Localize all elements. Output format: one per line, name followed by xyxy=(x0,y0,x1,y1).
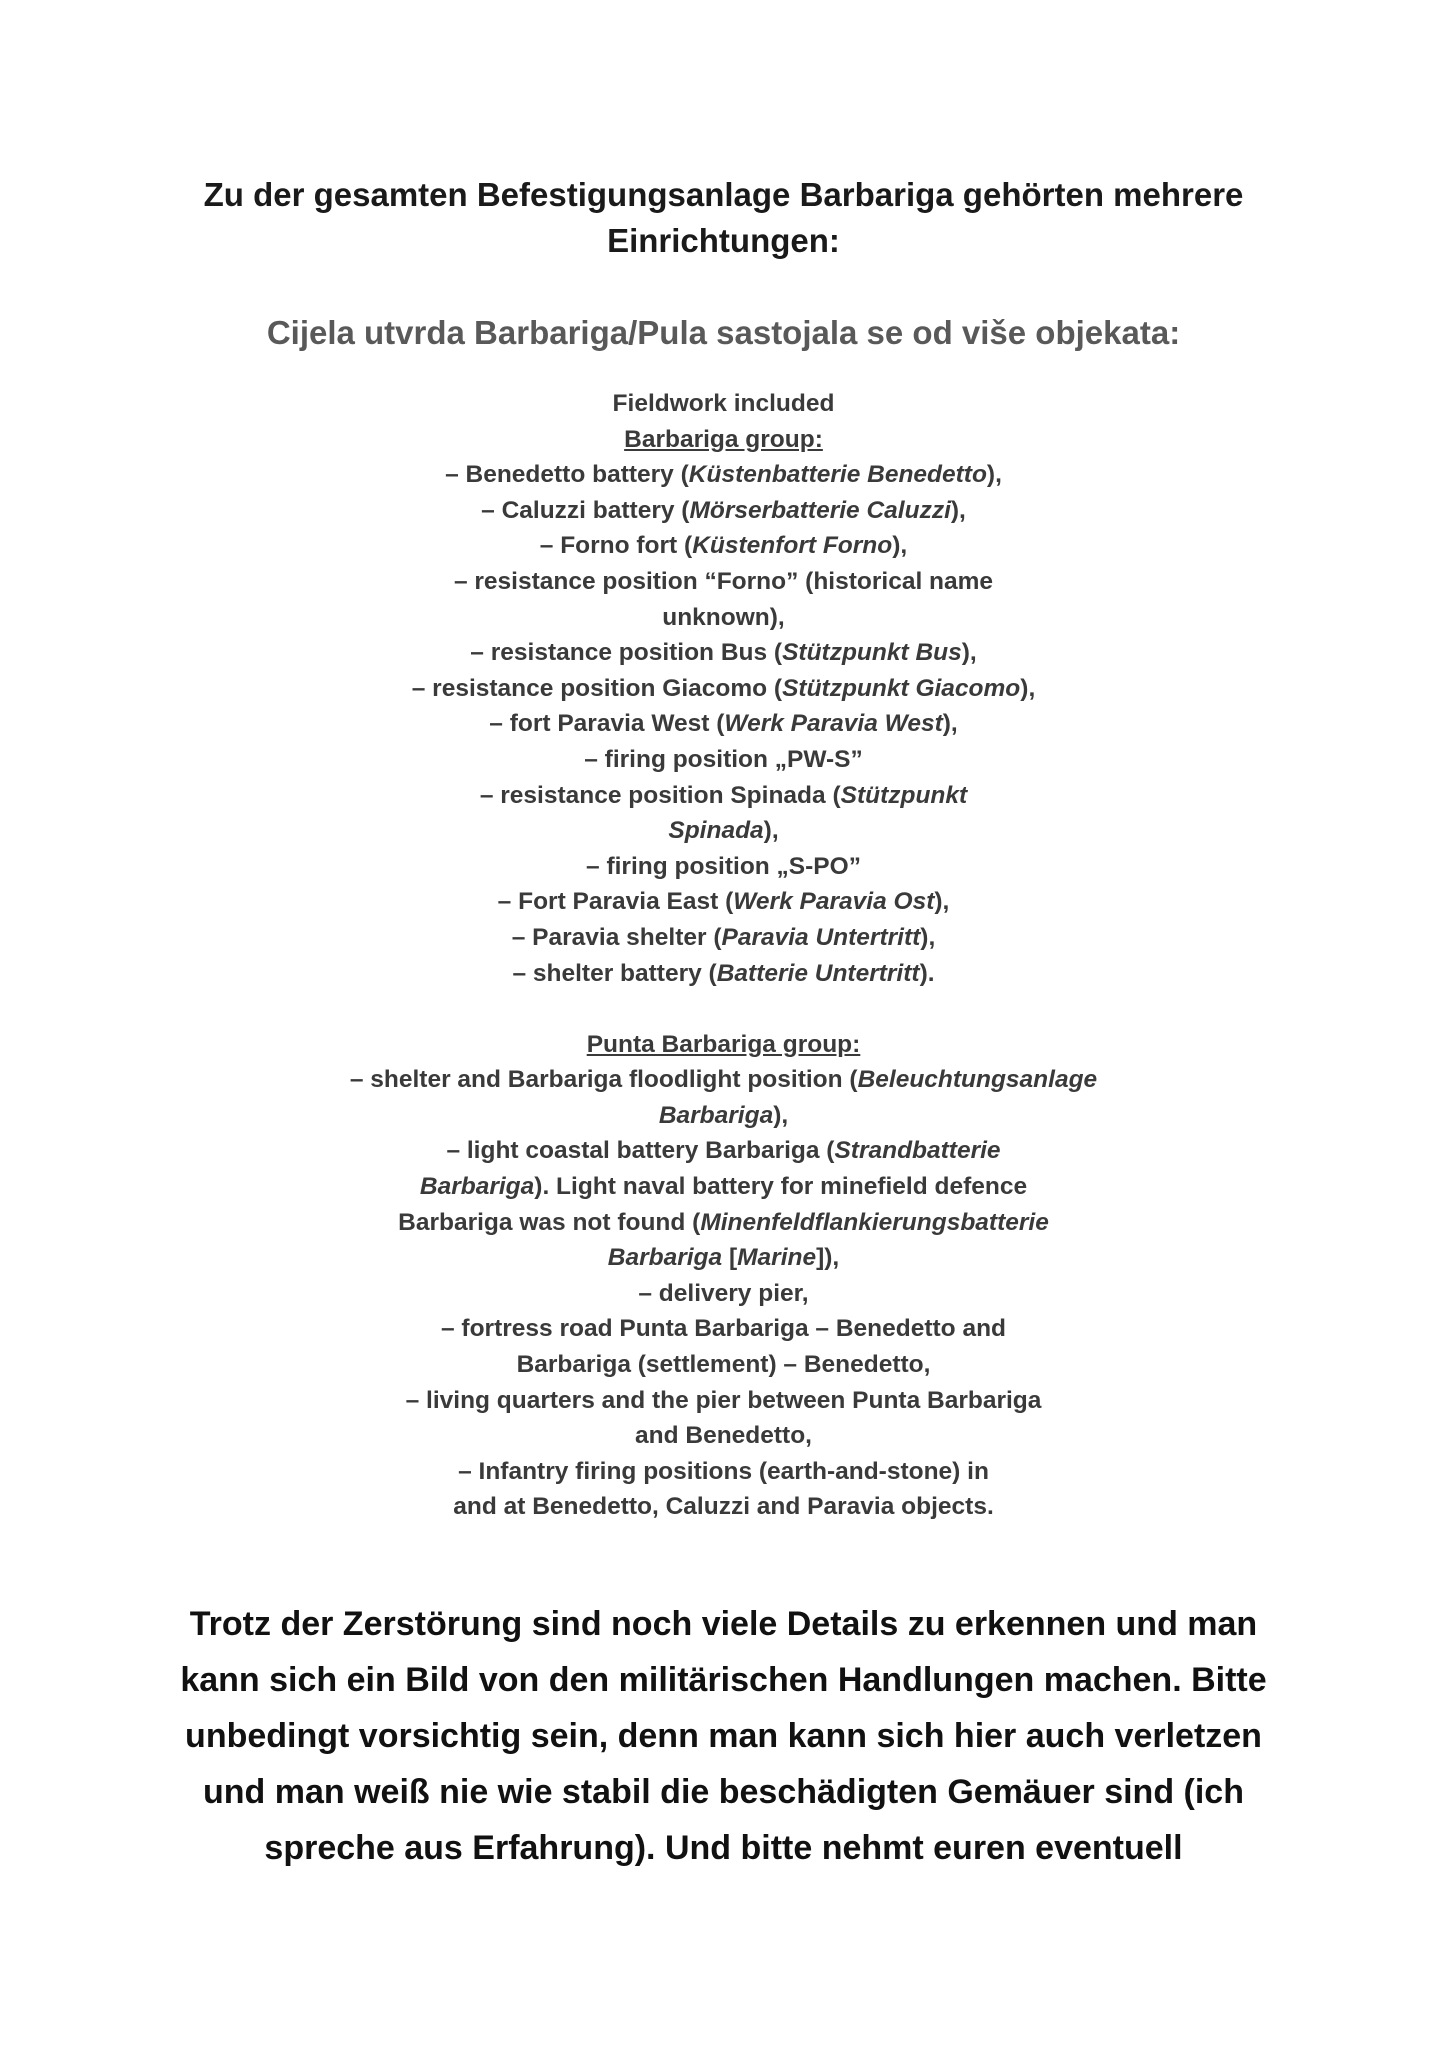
title-german: Zu der gesamten Befestigungsanlage Barbariga gehörten mehrere Einrichtungen: xyxy=(203,176,1244,259)
barbariga-list-item xyxy=(250,706,1197,742)
paragraph-line: spreche aus Erfahrung). Und bitte nehmt euren eventuell xyxy=(264,1829,1183,1867)
italic-term: Barbariga xyxy=(607,1244,723,1272)
list-text: unknown), xyxy=(662,603,785,631)
paragraph-line: Trotz der Zerstörung sind noch viele Details zu erkennen und man xyxy=(189,1605,1258,1643)
barbariga-list-item xyxy=(250,493,1197,529)
barbariga-list-item xyxy=(250,671,1197,707)
bottom-paragraph xyxy=(150,1596,1297,1876)
list-text: – resistance position “Forno” (historical name xyxy=(453,567,994,595)
italic-term: Paravia Untertritt xyxy=(721,923,921,951)
list-text: – Benedetto battery ( xyxy=(445,461,689,489)
punta-barbariga-group-list xyxy=(250,1062,1197,1525)
punta-list-item xyxy=(250,1240,1197,1276)
list-text: ), xyxy=(763,817,779,845)
list-text: [ xyxy=(722,1244,738,1272)
italic-term: Küstenbatterie Benedetto xyxy=(688,461,987,489)
list-text: ]), xyxy=(816,1244,840,1272)
group-spacer xyxy=(250,991,1197,1027)
barbariga-list-item xyxy=(250,600,1197,636)
list-text: ), xyxy=(961,639,977,667)
fieldwork-intro: Fieldwork included xyxy=(612,390,835,417)
punta-list-item xyxy=(250,1347,1197,1383)
list-text: ), xyxy=(934,888,950,916)
italic-term: Mörserbatterie Caluzzi xyxy=(689,496,951,524)
list-text: – delivery pier, xyxy=(638,1279,809,1307)
paragraph-line: und man weiß nie wie stabil die beschädigten Gemäuer sind (ich xyxy=(202,1773,1244,1811)
list-text: – firing position „PW-S” xyxy=(584,745,863,773)
list-text: ), xyxy=(892,532,908,560)
barbariga-list-item xyxy=(250,564,1197,600)
punta-barbariga-group-heading: Punta Barbariga group: xyxy=(586,1030,861,1058)
list-text: – light coastal battery Barbariga ( xyxy=(446,1137,835,1165)
list-text: – Fort Paravia East ( xyxy=(497,888,734,916)
list-text: ). xyxy=(919,959,935,987)
italic-term: Werk Paravia Ost xyxy=(733,888,935,916)
italic-term: Barbariga xyxy=(658,1101,774,1129)
list-text: Barbariga (settlement) – Benedetto, xyxy=(516,1351,931,1379)
list-text: – resistance position Giacomo ( xyxy=(411,674,783,702)
punta-list-item xyxy=(250,1169,1197,1205)
list-text: – fortress road Punta Barbariga – Benedetto and xyxy=(441,1315,1006,1343)
punta-list-item xyxy=(250,1311,1197,1347)
italic-term: Barbariga xyxy=(419,1173,535,1201)
italic-term: Stützpunkt xyxy=(840,781,968,809)
barbariga-list-item xyxy=(250,778,1197,814)
list-text: and Benedetto, xyxy=(635,1422,812,1450)
italic-term: Stützpunkt Giacomo xyxy=(782,674,1021,702)
italic-term: Beleuchtungsanlage xyxy=(857,1066,1098,1094)
list-text: ), xyxy=(920,923,936,951)
italic-term: Stützpunkt Bus xyxy=(782,639,962,667)
punta-list-item xyxy=(250,1098,1197,1134)
list-text: – shelter battery ( xyxy=(512,959,717,987)
paragraph-line: kann sich ein Bild von den militärischen Handlungen machen. Bitte xyxy=(180,1661,1267,1699)
barbariga-list-item xyxy=(250,813,1197,849)
list-text: ), xyxy=(1020,674,1036,702)
list-text: Barbariga was not found ( xyxy=(398,1208,701,1236)
list-text: ), xyxy=(950,496,966,524)
italic-term: Marine xyxy=(737,1244,817,1272)
title-croatian: Cijela utvrda Barbariga/Pula sastojala se od više objekata: xyxy=(266,314,1181,351)
punta-list-item xyxy=(250,1205,1197,1241)
list-text: – Forno fort ( xyxy=(539,532,693,560)
punta-list-item xyxy=(250,1133,1197,1169)
punta-list-item xyxy=(250,1489,1197,1525)
fieldwork-list xyxy=(250,386,1197,1525)
italic-term: Batterie Untertritt xyxy=(716,959,920,987)
list-text: – fort Paravia West ( xyxy=(489,710,725,738)
barbariga-group-list xyxy=(250,457,1197,991)
punta-list-item xyxy=(250,1062,1197,1098)
italic-term: Spinada xyxy=(668,817,764,845)
list-text: ), xyxy=(986,461,1002,489)
barbariga-group-heading: Barbariga group: xyxy=(624,425,823,453)
list-text: – resistance position Spinada ( xyxy=(479,781,841,809)
punta-list-item xyxy=(250,1418,1197,1454)
italic-term: Küstenfort Forno xyxy=(692,532,893,560)
list-text: and at Benedetto, Caluzzi and Paravia objects. xyxy=(453,1493,994,1521)
barbariga-list-item xyxy=(250,457,1197,493)
barbariga-list-item xyxy=(250,742,1197,778)
barbariga-list-item xyxy=(250,635,1197,671)
punta-list-item xyxy=(250,1276,1197,1312)
barbariga-list-item xyxy=(250,956,1197,992)
italic-term: Werk Paravia West xyxy=(724,710,943,738)
italic-term: Strandbatterie xyxy=(834,1137,1001,1165)
list-text: – shelter and Barbariga floodlight position ( xyxy=(349,1066,858,1094)
barbariga-list-item xyxy=(250,884,1197,920)
list-text: – resistance position Bus ( xyxy=(470,639,783,667)
paragraph-line: unbedingt vorsichtig sein, denn man kann sich hier auch verletzen xyxy=(185,1717,1262,1755)
barbariga-list-item xyxy=(250,849,1197,885)
list-text: ), xyxy=(942,710,958,738)
list-text: ), xyxy=(773,1101,789,1129)
list-text: – living quarters and the pier between Punta Barbariga xyxy=(405,1386,1042,1414)
punta-list-item xyxy=(250,1383,1197,1419)
barbariga-list-item xyxy=(250,920,1197,956)
list-text: – firing position „S-PO” xyxy=(586,852,861,880)
list-text: – Infantry firing positions (earth-and-stone) in xyxy=(458,1457,989,1485)
list-text: ). Light naval battery for minefield defence xyxy=(534,1173,1028,1201)
punta-list-item xyxy=(250,1454,1197,1490)
italic-term: Minenfeldflankierungsbatterie xyxy=(700,1208,1049,1236)
list-text: – Paravia shelter ( xyxy=(511,923,722,951)
list-text: – Caluzzi battery ( xyxy=(481,496,690,524)
barbariga-list-item xyxy=(250,528,1197,564)
